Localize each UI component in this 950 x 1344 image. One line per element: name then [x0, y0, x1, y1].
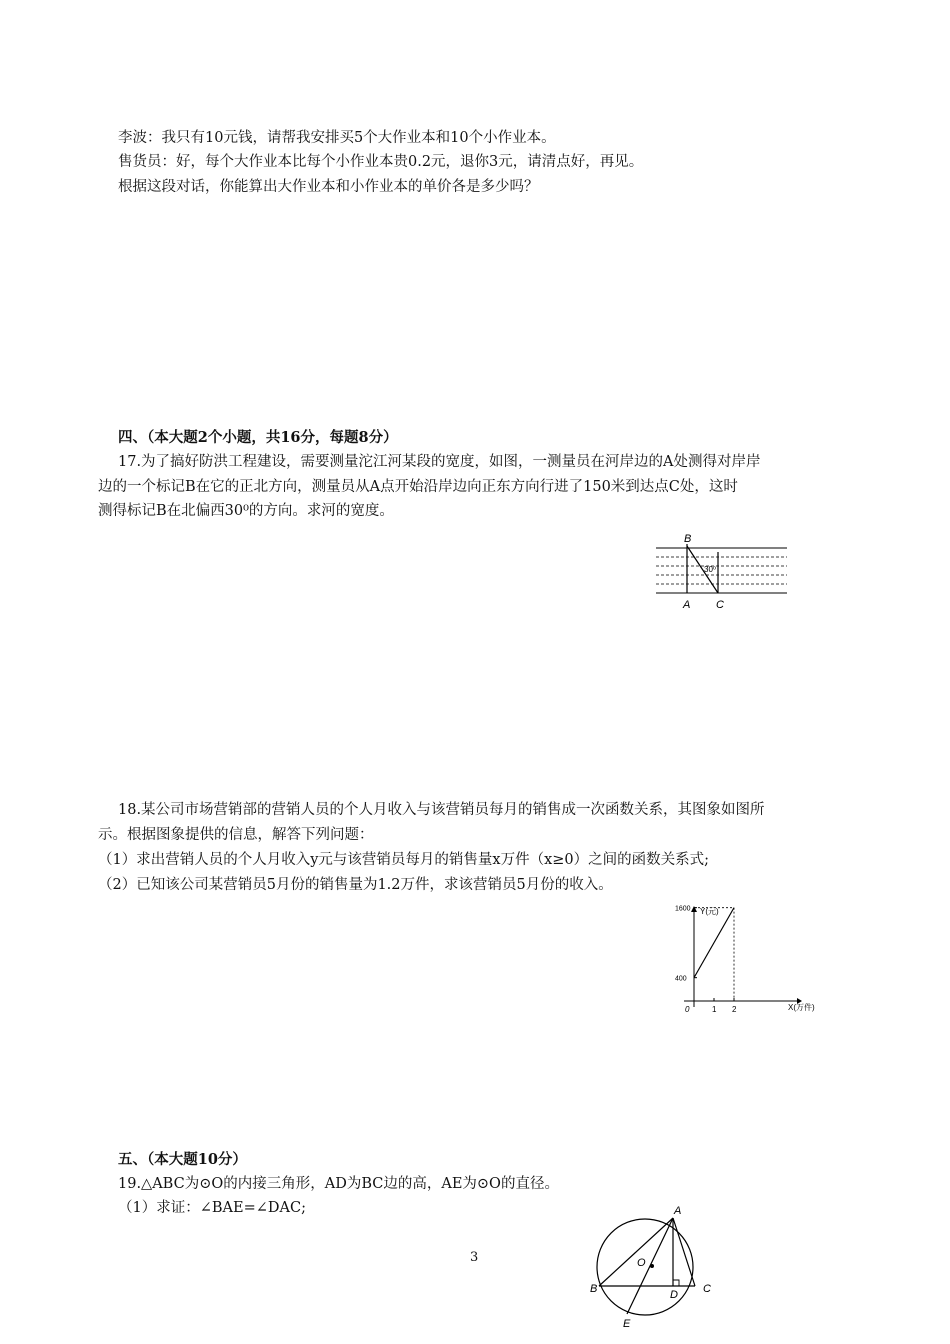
- y-tick-label-1: 400: [675, 975, 687, 983]
- q19-part-1: （1）求证：∠BAE=∠DAC;: [118, 1200, 306, 1216]
- river-figure: [650, 530, 795, 615]
- q17-line-1: 17.为了搞好防洪工程建设，需要测量沱江河某段的宽度，如图，一测量员在河岸边的A处测得对岸岸: [118, 454, 761, 470]
- x-tick-label-1: 1: [712, 1005, 717, 1014]
- y-tick-label-2: 1600: [675, 905, 691, 913]
- label-c: C: [716, 599, 724, 611]
- income-chart: [665, 900, 835, 1025]
- label-o: O: [637, 1257, 646, 1269]
- origin-label: 0: [685, 1005, 690, 1014]
- section-4-heading: 四、（本大题2个小题，共16分，每题8分）: [118, 429, 398, 446]
- q17-line-2: 边的一个标记B在它的正北方向，测量员从A点开始沿岸边向正东方向行进了150米到达点C处，这时: [98, 479, 738, 495]
- y-axis-label: Y(元): [700, 907, 719, 916]
- label-e: E: [623, 1318, 631, 1330]
- y-axis-arrow: [691, 906, 697, 912]
- q18-line-2: 示。根据图象提供的信息，解答下列问题：: [98, 827, 374, 843]
- label-a: A: [674, 1205, 682, 1217]
- label-b: B: [590, 1283, 598, 1295]
- label-a: A: [683, 599, 691, 611]
- q18-line-1: 18.某公司市场营销部的营销人员的个人月收入与该营销员每月的销售成一次函数关系，其图象如图所: [118, 802, 765, 818]
- x-tick-label-2: 2: [732, 1005, 737, 1014]
- q18-part-2: （2）已知该公司某营销员5月份的销售量为1.2万件，求该营销员5月份的收入。: [98, 877, 613, 893]
- label-b: B: [684, 533, 692, 545]
- x-axis-label: X(万件): [788, 1003, 815, 1012]
- dialogue-question: 根据这段对话，你能算出大作业本和小作业本的单价各是多少吗？: [118, 179, 539, 195]
- label-d: D: [670, 1289, 678, 1301]
- page-number: 3: [470, 1250, 479, 1265]
- angle-label: 30⁰: [704, 565, 717, 574]
- dialogue-line-2: 售货员：好，每个大作业本比每个小作业本贵0.2元，退你3元，请清点好，再见。: [118, 154, 644, 170]
- dialogue-line-1: 李波：我只有10元钱，请帮我安排买5个大作业本和10个小作业本。: [118, 130, 556, 146]
- circle-figure: [585, 1200, 715, 1330]
- income-line: [694, 908, 734, 978]
- q18-part-1: （1）求出营销人员的个人月收入y元与该营销员每月的销售量x万件（x≥0）之间的函数关系式;: [98, 852, 710, 868]
- q17-line-3: 测得标记B在北偏西30⁰的方向。求河的宽度。: [98, 503, 394, 519]
- q19-line-1: 19.△ABC为⊙O的内接三角形，AD为BC边的高，AE为⊙O的直径。: [118, 1176, 559, 1192]
- label-c: C: [703, 1283, 711, 1295]
- section-5-heading: 五、（本大题10分）: [118, 1151, 247, 1168]
